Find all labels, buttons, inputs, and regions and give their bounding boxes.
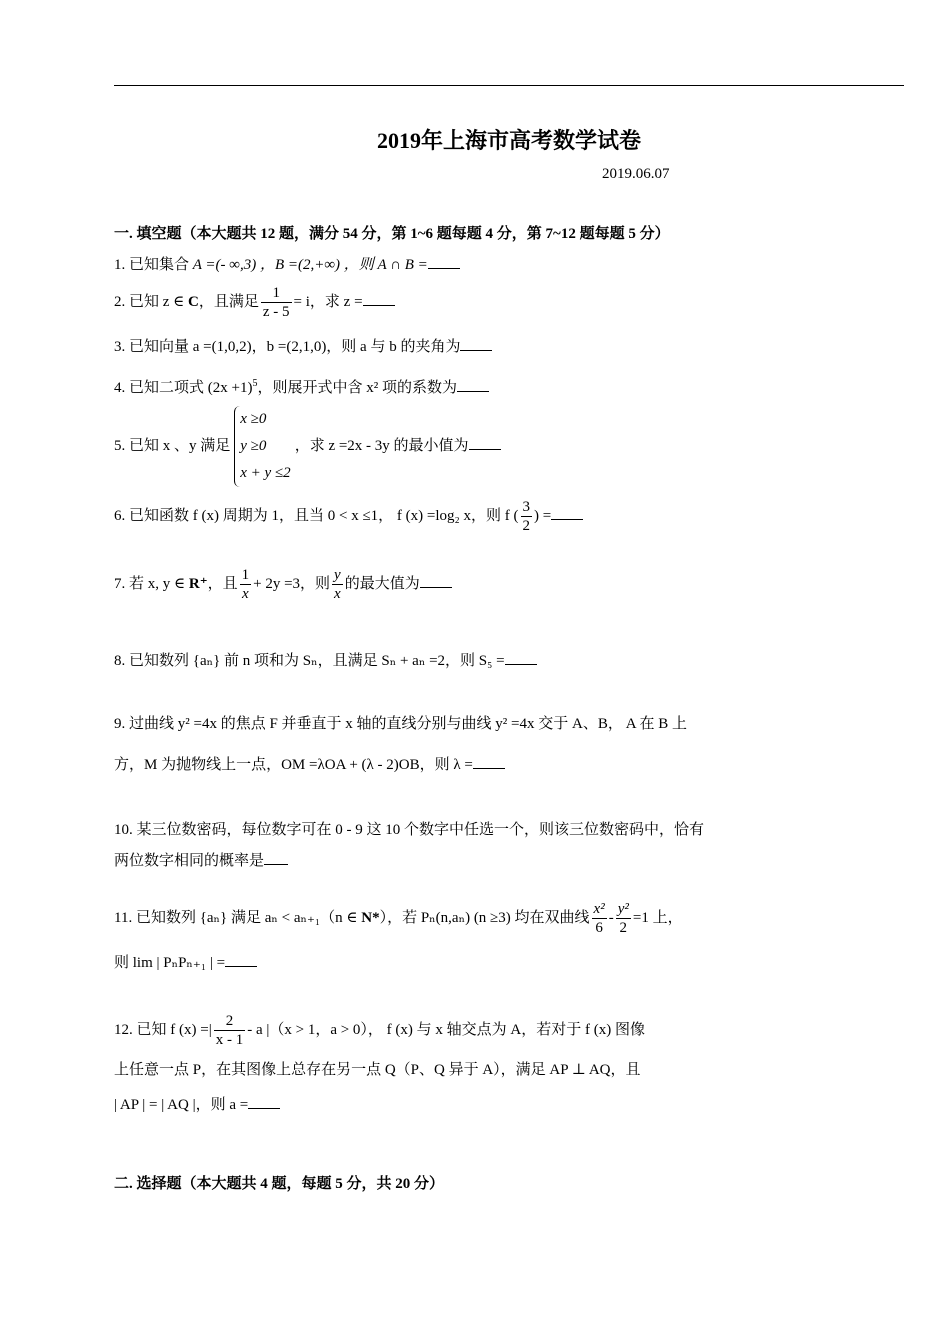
- question-4: 4. 已知二项式 $(2x +1)^5$，则展开式中含 x² 项的系数为: [114, 374, 489, 398]
- answer-blank: [264, 850, 288, 865]
- answer-blank: [428, 254, 460, 269]
- header-rule: [114, 85, 904, 86]
- inequality-system: x ≥0 y ≥0 x + y ≤2: [234, 406, 290, 487]
- answer-blank: [460, 336, 492, 351]
- answer-blank: [473, 754, 505, 769]
- fraction: $\frac{\text{x²}}{6}$: [593, 901, 605, 936]
- question-12: 12. 已知 f (x) =| $\frac{2}{x - 1}$ - a |（x > 1，a > 0）， f (x) 与 x 轴交点为 A，若对于 f (x) 图像: [114, 1013, 645, 1048]
- fraction: $\frac{3}{2}$: [522, 499, 531, 534]
- section-1-heading: 一. 填空题（本大题共 12 题，满分 54 分，第 1~6 题每题 4 分，第 7~12 题每题 5 分）: [114, 226, 670, 242]
- question-10: 10. 某三位数密码，每位数字可在 0 - 9 这 10 个数字中任选一个，则该三位数密码中，恰有: [114, 822, 704, 838]
- question-2: 2. 已知 z ∈ C，且满足 $\frac{1}{z - 5}$ = i，求 z =: [114, 284, 395, 321]
- answer-blank: [225, 952, 257, 967]
- fraction: $\frac{1}{z - 5}$: [262, 285, 290, 320]
- section-2-heading: 二. 选择题（本大题共 4 题，每题 5 分，共 20 分）: [114, 1176, 445, 1192]
- answer-blank: [505, 650, 537, 665]
- fraction: $\frac{1}{x}$: [241, 567, 250, 602]
- question-7: 7. 若 x, y ∈ R⁺，且 $\frac{1}{x}$ + 2y =3，则 $\frac{y}{x}$ 的最大值为: [114, 566, 452, 603]
- question-8: 8. 已知数列 {aₙ} 前 n 项和为 Sₙ，且满足 Sₙ + aₙ =2，则 S₅ =: [114, 650, 537, 671]
- question-9: 9. 过曲线 y² =4x 的焦点 F 并垂直于 x 轴的直线分别与曲线 y² =4x 交于 A、B， A 在 B 上: [114, 716, 688, 732]
- question-5: 5. 已知 x 、y 满足 x ≥0 y ≥0 x + y ≤2 ，求 z =2x - 3y 的最小值为: [114, 406, 501, 487]
- question-9-line-2: 方，M 为抛物线上一点，OM =λOA + (λ - 2)OB，则 λ =: [114, 754, 505, 775]
- question-12-line-3: | AP | = | AQ |，则 a =: [114, 1094, 280, 1115]
- answer-blank: [457, 377, 489, 392]
- question-1: 1. 已知集合 A =(- ∞,3) ，B =(2,+∞) ，则 A ∩ B =: [114, 254, 460, 275]
- question-6: 6. 已知函数 f (x) 周期为 1，且当 0 < x ≤1， f (x) =log₂ x，则 f ( $\frac{3}{2}$ ) =: [114, 498, 583, 535]
- question-3: 3. 已知向量 a =(1,0,2)，b =(2,1,0)，则 a 与 b 的夹角为: [114, 336, 492, 357]
- answer-blank: [469, 435, 501, 450]
- page-title: 2019年上海市高考数学试卷: [376, 128, 641, 153]
- fraction: $\frac{\text{y²}}{2}$: [617, 901, 629, 936]
- exam-date: 2019.06.07: [602, 166, 670, 182]
- answer-blank: [420, 573, 452, 588]
- fraction: $\frac{y}{x}$: [334, 567, 341, 602]
- question-10-line-2: 两位数字相同的概率是: [114, 850, 288, 871]
- question-11-line-2: 则 lim | PₙPₙ₊₁ | =: [114, 952, 257, 973]
- answer-blank: [551, 505, 583, 520]
- answer-blank: [363, 291, 395, 306]
- fraction: $\frac{2}{x - 1}$: [215, 1013, 244, 1048]
- question-12-line-2: 上任意一点 P，在其图像上总存在另一点 Q（P、Q 异于 A），满足 AP ⊥ AQ，且: [114, 1062, 641, 1078]
- answer-blank: [248, 1094, 280, 1109]
- question-11: 11. 已知数列 {aₙ} 满足 aₙ < aₙ₊₁（n ∈ N*），若 Pₙ(n,aₙ) (n ≥3) 均在双曲线 $\frac{\text{x²}}{6}$ - $\frac{\text{y²}}{2}$ =1 上，: [114, 901, 683, 936]
